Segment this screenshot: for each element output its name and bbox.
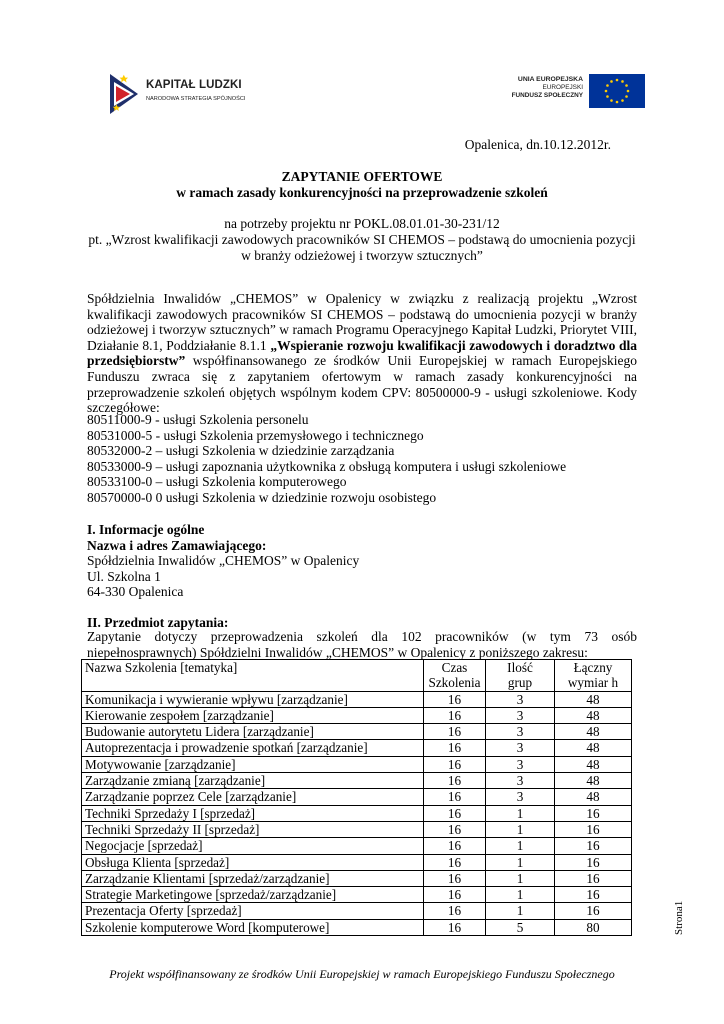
project-title-line1: pt. „Wzrost kwalifikacji zawodowych pracowników SI CHEMOS – podstawą do umocnienia pozycji [88, 232, 636, 247]
cell-total: 48 [555, 740, 632, 756]
cell-time: 16 [424, 838, 486, 854]
intro-paragraph [87, 291, 637, 416]
table-row [82, 903, 632, 919]
cpv-code-item: 80533100-0 – usługi Szkolenia komputerowego [87, 474, 347, 490]
header-groups-2: grup [507, 675, 533, 691]
cell-total: 48 [555, 773, 632, 789]
cell-name: Techniki Sprzedaży II [sprzedaż] [82, 821, 424, 837]
project-title-line2: w branży odzieżowej i tworzyw sztucznych” [241, 248, 483, 263]
cell-name: Zarządzanie zmianą [zarządzanie] [82, 773, 424, 789]
cell-total: 48 [555, 724, 632, 740]
cell-groups: 5 [486, 919, 555, 935]
project-number: na potrzeby projektu nr POKL.08.01.01-30-231/12 [224, 216, 500, 231]
table-row [82, 887, 632, 903]
cell-time: 16 [424, 919, 486, 935]
cell-groups: 3 [486, 789, 555, 805]
project-title [60, 232, 664, 264]
cell-total: 48 [555, 707, 632, 723]
eu-star-icon [606, 84, 609, 87]
eu-logo [497, 74, 645, 108]
cell-time: 16 [424, 821, 486, 837]
eu-star-icon [627, 90, 630, 93]
header-groups [486, 660, 555, 692]
cell-total: 16 [555, 838, 632, 854]
cell-time: 16 [424, 691, 486, 707]
document-title: ZAPYTANIE OFERTOWE [281, 169, 443, 184]
table-row [82, 789, 632, 805]
eu-flag-icon [589, 74, 645, 108]
cpv-code-item: 80511000-9 - usługi Szkolenia personelu [87, 412, 309, 427]
cell-total: 16 [555, 903, 632, 919]
section2-heading: II. Przedmiot zapytania: [87, 615, 229, 630]
cell-name: Negocjacje [sprzedaż] [82, 838, 424, 854]
cpv-code-item: 80531000-5 - usługi Szkolenia przemysłowego i technicznego [87, 427, 424, 443]
cell-total: 48 [555, 756, 632, 772]
cell-name: Komunikacja i wywieranie wpływu [zarządzanie] [82, 691, 424, 707]
document-date: Opalenica, dn.10.12.2012r. [464, 137, 611, 152]
eu-star-icon [606, 95, 609, 98]
table-row [82, 805, 632, 821]
eu-star-icon [610, 99, 613, 102]
eu-star-icon [605, 90, 608, 93]
table-row [82, 724, 632, 740]
section2-line1: Zapytanie dotyczy przeprowadzenia szkoleń dla 102 pracowników (w tym 73 osób [87, 629, 637, 644]
document-subtitle: w ramach zasady konkurencyjności na przeprowadzenie szkoleń [176, 185, 548, 200]
cell-groups: 1 [486, 805, 555, 821]
cell-name: Obsługa Klienta [sprzedaż] [82, 854, 424, 870]
eu-star-icon [625, 95, 628, 98]
training-table [81, 659, 632, 936]
cell-total: 80 [555, 919, 632, 935]
intro-text-2: współfinansowanego ze środków Unii Europejskiej w ramach Europejskiego Funduszu zwraca się z zapytaniem ofertowym w ramach zasady konkurencyjności na przeprowadzenie szkoleń objętych wspólnym kodem CPV: 80500000-9 - usługi szkoleniowe. Kody szczegółowe: [87, 353, 637, 416]
cell-total: 48 [555, 691, 632, 707]
section1-subheading: Nazwa i adres Zamawiającego: [87, 537, 267, 553]
table-body [82, 691, 632, 935]
table-row [82, 854, 632, 870]
cell-time: 16 [424, 854, 486, 870]
eu-star-icon [625, 84, 628, 87]
eu-logo-line1: UNIA EUROPEJSKA [517, 76, 583, 83]
eu-star-icon [616, 101, 619, 104]
cell-time: 16 [424, 903, 486, 919]
cell-name: Szkolenie komputerowe Word [komputerowe] [82, 919, 424, 935]
intro-text-bold: „Wspieranie rozwoju kwalifikacji zawodowych i doradztwo dla przedsiębiorstw” [87, 337, 638, 369]
cpv-code-item: 80533000-9 – usługi zapoznania użytkownika z obsługą komputera i usługi szkoleniowe [87, 458, 567, 474]
table-row [82, 756, 632, 772]
eu-star-icon [610, 80, 613, 83]
cell-time: 16 [424, 724, 486, 740]
cell-time: 16 [424, 773, 486, 789]
cell-total: 16 [555, 870, 632, 886]
header-groups-1: Ilość [507, 660, 533, 675]
section1-line: Ul. Szkolna 1 [87, 568, 161, 584]
table-header-row [82, 660, 632, 692]
cell-name: Strategie Marketingowe [sprzedaż/zarządzanie] [82, 887, 424, 903]
cell-groups: 1 [486, 854, 555, 870]
cell-total: 16 [555, 805, 632, 821]
header-total-1: Łączny [573, 660, 613, 675]
table-row [82, 773, 632, 789]
cell-name: Autoprezentacja i prowadzenie spotkań [zarządzanie] [82, 740, 424, 756]
section1-line: Spółdzielnia Inwalidów „CHEMOS” w Opalenicy [87, 553, 360, 569]
cell-time: 16 [424, 740, 486, 756]
eu-star-icon [621, 99, 624, 102]
cell-groups: 1 [486, 821, 555, 837]
header-time-1: Czas [441, 660, 468, 675]
table-row [82, 707, 632, 723]
table-row [82, 919, 632, 935]
cell-name: Zarządzanie poprzez Cele [zarządzanie] [82, 789, 424, 805]
table-row [82, 870, 632, 886]
page-number-label: Strona1 [673, 900, 685, 935]
cell-groups: 1 [486, 887, 555, 903]
cell-groups: 3 [486, 691, 555, 707]
cell-groups: 3 [486, 756, 555, 772]
cell-time: 16 [424, 756, 486, 772]
cell-time: 16 [424, 870, 486, 886]
section2-line2: niepełnosprawnych) Spółdzielni Inwalidów „CHEMOS” w Opalenicy z poniższego zakresu: [87, 644, 588, 660]
eu-star-icon [621, 80, 624, 83]
eu-star-icon [616, 79, 619, 82]
cell-name: Zarządzanie Klientami [sprzedaż/zarządzanie] [82, 870, 424, 886]
kapital-ludzki-emblem-icon [108, 72, 144, 116]
section1-heading: I. Informacje ogólne [87, 522, 205, 537]
cell-groups: 3 [486, 724, 555, 740]
cell-total: 16 [555, 854, 632, 870]
eu-logo-text [512, 76, 583, 101]
table-row [82, 740, 632, 756]
page-footer: Projekt współfinansowany ze środków Unii Europejskiej w ramach Europejskiego Funduszu Społecznego [109, 967, 615, 981]
table-row [82, 691, 632, 707]
header-total [555, 660, 632, 692]
header-name: Nazwa Szkolenia [tematyka] [82, 660, 424, 692]
cell-groups: 3 [486, 707, 555, 723]
eu-logo-line3: FUNDUSZ SPOŁECZNY [511, 92, 583, 100]
cell-total: 16 [555, 821, 632, 837]
cell-time: 16 [424, 805, 486, 821]
cell-total: 16 [555, 887, 632, 903]
cell-name: Kierowanie zespołem [zarządzanie] [82, 707, 424, 723]
cell-name: Motywowanie [zarządzanie] [82, 756, 424, 772]
kapital-ludzki-subtitle: NARODOWA STRATEGIA SPÓJNOŚCI [146, 96, 246, 102]
header-time [424, 660, 486, 692]
cell-name: Prezentacja Oferty [sprzedaż] [82, 903, 424, 919]
section1-line: 64-330 Opalenica [87, 584, 184, 600]
kapital-ludzki-logo [108, 72, 258, 116]
cell-time: 16 [424, 789, 486, 805]
header-total-2: wymiar h [567, 675, 619, 691]
cpv-codes-list [87, 412, 637, 506]
cell-groups: 3 [486, 773, 555, 789]
section-general-info [87, 522, 637, 600]
cell-groups: 1 [486, 838, 555, 854]
cell-time: 16 [424, 707, 486, 723]
cell-name: Budowanie autorytetu Lidera [zarządzanie] [82, 724, 424, 740]
eu-logo-line2: EUROPEJSKI [542, 84, 583, 92]
cpv-code-item: 80532000-2 – usługi Szkolenia w dziedzinie zarządzania [87, 443, 395, 459]
section2-text [87, 629, 637, 660]
cell-groups: 1 [486, 903, 555, 919]
kapital-ludzki-title: KAPITAŁ LUDZKI [146, 79, 242, 91]
cell-time: 16 [424, 887, 486, 903]
intro-text-1: Spółdzielnia Inwalidów „CHEMOS” w Opalenicy w związku z realizacją projektu „Wzrost kwalifikacji zawodowych pracowników SI CHEMOS – podstawą do umocnienia pozycji w branży odzieżowej i tworzyw sztucznych” w ramach Programu Operacyjnego Kapitał Ludzki, Priorytet VIII, Działanie 8.1, Poddziałanie 8.1.1 [87, 291, 637, 353]
cpv-code-item: 80570000-0 0 usługi Szkolenia w dziedzinie rozwoju osobistego [87, 489, 437, 505]
cell-groups: 3 [486, 740, 555, 756]
cell-total: 48 [555, 789, 632, 805]
table-row [82, 821, 632, 837]
cell-name: Techniki Sprzedaży I [sprzedaż] [82, 805, 424, 821]
cell-groups: 1 [486, 870, 555, 886]
table-row [82, 838, 632, 854]
header-time-2: Szkolenia [428, 675, 481, 691]
